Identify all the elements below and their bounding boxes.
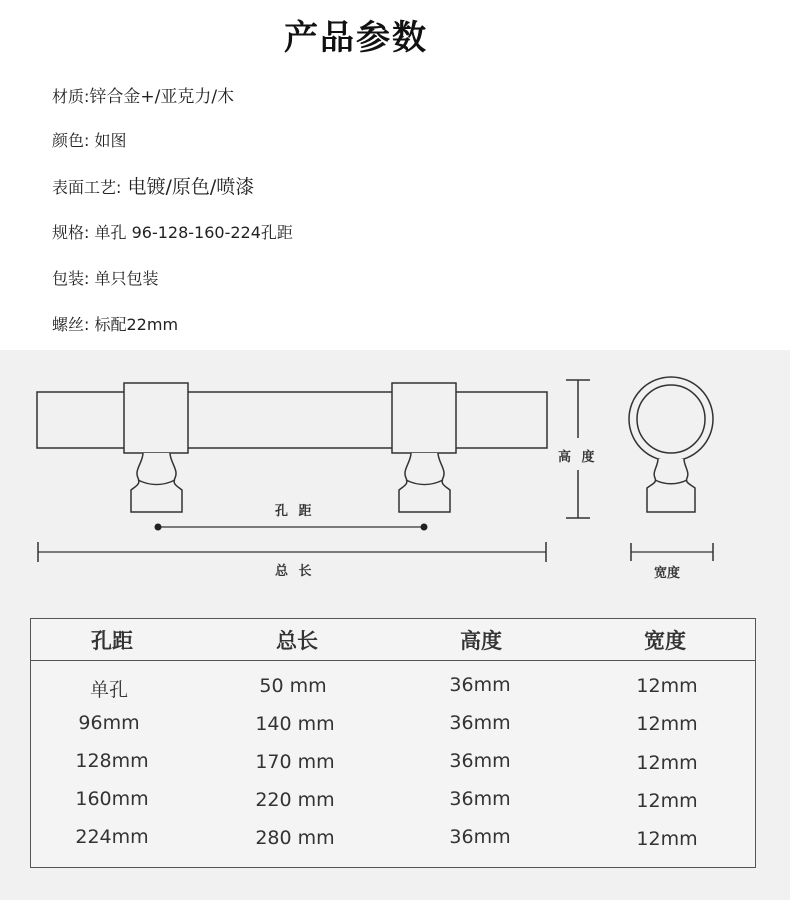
cell-total-length: 50 mm xyxy=(259,675,327,697)
spec-material xyxy=(52,82,234,107)
total-length-label: 总 长 xyxy=(275,564,315,579)
spec-label: 材质: xyxy=(52,87,90,106)
spec-table xyxy=(30,618,756,868)
cell-total-length: 280 mm xyxy=(255,827,335,849)
spec-color xyxy=(52,128,127,151)
spec-surface xyxy=(52,172,254,199)
spec-label: 颜色: xyxy=(52,131,90,150)
spec-value: 标配22mm xyxy=(89,315,179,334)
width-label: 宽度 xyxy=(654,566,681,581)
cell-width: 12mm xyxy=(636,675,698,697)
spec-value: 如图 xyxy=(89,131,127,150)
col-hole-distance: 孔距 xyxy=(91,629,133,653)
spec-size xyxy=(52,220,293,243)
page-title: 产品参数 xyxy=(284,18,428,58)
cell-total-length: 170 mm xyxy=(255,751,335,773)
side-outer-ring xyxy=(629,377,713,461)
cell-hole-distance: 96mm xyxy=(78,712,140,734)
spec-packaging xyxy=(52,266,159,289)
col-width: 宽度 xyxy=(644,629,686,653)
cell-height: 36mm xyxy=(449,750,511,772)
cell-width: 12mm xyxy=(636,790,698,812)
table-header xyxy=(31,619,755,661)
cell-width: 12mm xyxy=(636,828,698,850)
hole-distance-label: 孔 距 xyxy=(275,504,315,519)
cell-height: 36mm xyxy=(449,788,511,810)
cell-hole-distance: 160mm xyxy=(75,788,149,810)
spec-label: 螺丝: xyxy=(52,315,90,334)
col-height: 高度 xyxy=(460,629,502,653)
right-post-block xyxy=(392,383,456,453)
hole-right-dot xyxy=(421,524,428,531)
cell-hole-distance: 224mm xyxy=(75,826,149,848)
hole-left-dot xyxy=(155,524,162,531)
cell-height: 36mm xyxy=(449,712,511,734)
handle-bar xyxy=(37,392,547,448)
cell-total-length: 220 mm xyxy=(255,789,335,811)
spec-screw xyxy=(52,312,178,335)
spec-value: 单只包装 xyxy=(89,269,159,288)
spec-label: 表面工艺: xyxy=(52,178,122,197)
cell-hole-distance: 128mm xyxy=(75,750,149,772)
spec-value: 单孔 96-128-160-224孔距 xyxy=(89,223,293,242)
height-label: 高 度 xyxy=(558,450,598,465)
dimension-diagram xyxy=(0,350,790,900)
right-post-foot xyxy=(399,453,450,512)
cell-width: 12mm xyxy=(636,752,698,774)
left-post-block xyxy=(124,383,188,453)
spec-label: 规格: xyxy=(52,223,90,242)
cell-width: 12mm xyxy=(636,713,698,735)
side-inner-ring xyxy=(637,385,705,453)
spec-value: 电镀/原色/喷漆 xyxy=(121,176,255,198)
cell-hole-distance: 单孔 xyxy=(89,679,129,701)
left-post-foot xyxy=(131,453,182,512)
side-post xyxy=(647,459,695,512)
cell-height: 36mm xyxy=(449,826,511,848)
col-total-length: 总长 xyxy=(276,629,318,653)
cell-height: 36mm xyxy=(449,674,511,696)
spec-label: 包装: xyxy=(52,269,90,288)
cell-total-length: 140 mm xyxy=(255,713,335,735)
spec-value: 锌合金+/亚克力/木 xyxy=(89,87,235,107)
